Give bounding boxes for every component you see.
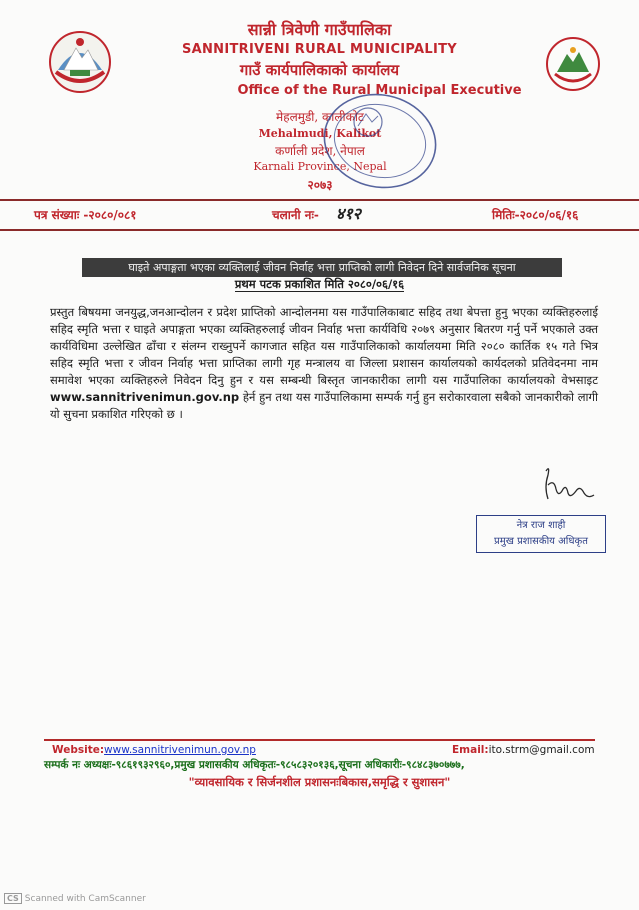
municipality-name-np: सान्नी त्रिवेणी गाउँपालिका <box>247 20 392 39</box>
reference-band <box>0 199 639 231</box>
email-link[interactable]: ito.strm@gmail.com <box>488 744 595 756</box>
notice-body <box>50 304 598 423</box>
dispatch-number-value: ४१२ <box>336 204 361 223</box>
office-name-en: Office of the Rural Municipal Executive <box>237 83 522 98</box>
website-link[interactable]: www.sannitrivenimun.gov.np <box>104 744 256 756</box>
established-year: २०७३ <box>307 178 333 192</box>
letter-date: मितिः-२०८०/०६/१६ <box>492 208 579 222</box>
reference-number: पत्र संख्याः -२०८०/०८१ <box>34 208 137 222</box>
footer-contacts: सम्पर्क नः अध्यक्षः-९८६१९३२९६०,प्रमुख प्रशासकीय अधिकृतः-९८५८३२०१३६,सूचना अधिकारीः-९८४८३७०७७७, <box>44 759 465 771</box>
signatory-name: नेत्र राज शाही <box>516 520 566 531</box>
notice-body-part-2: हेर्न हुन तथा यस गाउँपालिकामा सम्पर्क गर्नु हुन सरोकारवाला सबैको जानकारीको लागी यो सुचना प्रकाशित गरिएको छ । <box>50 390 598 421</box>
signatory-title: प्रमुख प्रशासकीय अधिकृत <box>494 536 588 547</box>
signatory-stamp <box>476 515 606 553</box>
municipality-name-en: SANNITRIVENI RURAL MUNICIPALITY <box>181 42 458 57</box>
address-en-1: Mehalmudi, Kalikot <box>258 127 382 140</box>
notice-publish-date: प्रथम पटक प्रकाशित मिति २०८०/०६/१६ <box>234 277 405 291</box>
camscanner-icon: CS <box>4 893 22 904</box>
footer-divider <box>44 739 595 741</box>
address-en-2: Karnali Province, Nepal <box>253 160 387 173</box>
office-name-np: गाउँ कार्यपालिकाको कार्यालय <box>239 61 400 79</box>
address-np-1: मेहलमुडी, कालीकोट <box>276 110 364 124</box>
footer-website: Website:www.sannitrivenimun.gov.np <box>52 744 256 756</box>
scanner-watermark: CS Scanned with CamScanner <box>4 893 146 904</box>
signature <box>538 465 598 509</box>
notice-title: घाइते अपाङ्गता भएका व्यक्तिलाई जीवन निर्वाह भत्ता प्राप्तिको लागी निवेदन दिने सार्वजनिक सूचना <box>82 258 562 277</box>
office-seal-stamp <box>318 86 442 196</box>
footer-slogan: "व्यावसायिक र सिर्जनशील प्रशासनःबिकास,समृद्धि र सुशासन" <box>188 775 451 789</box>
notice-website-link[interactable]: www.sannitrivenimun.gov.np <box>50 390 240 404</box>
dispatch-number-label: चलानी नः- <box>272 208 319 222</box>
notice-body-part-1: प्रस्तुत बिषयमा जनयुद्ध,जनआन्दोलन र प्रदेश प्राप्तिको आन्दोलनमा यस गाउँपालिकाबाट सहिद तथा बेपत्ता हुनु भएका व्यक्तिहरुलाई सहिद स्मृति भत्ता र घाइते अपाङ्गता भएका व्यक्तिहरुलाई जीवन निर्वाह भत्ता कार्यविधि २०७९ अनुसार बितरण गर्नु पर्ने भएकाले उक्त कार्यविधिमा उल्लेखित ढाँचा र संलग्न राख्नुपर्ने कागजात सहित यस गाउँपालिकाको कार्यालयमा मिति २०८० कार्तिक १५ गते भित्र सहिद स्मृति भत्ता र जीवन निर्वाह भत्ता प्राप्तिका लागी गृह मन्त्रालय वा जिल्ला प्रशासन कार्यालयको कार्यदलको प्रतिवेदनमा नाम समावेश भएका व्यक्तिहरुले निवेदन दिनु हुन र यस सम्बन्धी बिस्तृत जानकारीका लागी यस गाउँपालिका कार्यालयको वेभसाइट <box>50 305 598 387</box>
address-np-2: कर्णाली प्रदेश, नेपाल <box>275 144 365 158</box>
footer-email: Email:ito.strm@gmail.com <box>452 744 595 756</box>
